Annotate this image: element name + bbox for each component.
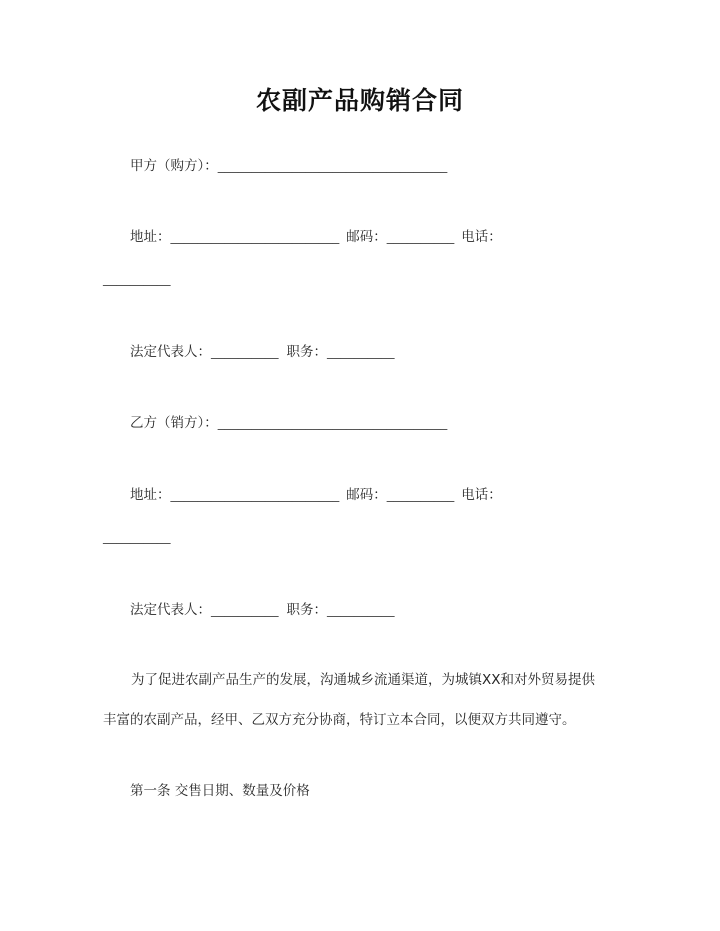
buyer-address-label: 地址： [130, 229, 171, 245]
buyer-party-label: 甲方（购方）： [130, 158, 218, 174]
article-1-heading: 第一条 交售日期、数量及价格 [130, 783, 310, 799]
buyer-phone-label: 电话： [461, 229, 502, 245]
seller-address-fill[interactable]: _________________________ [170, 487, 340, 503]
seller-position-label: 职务： [286, 602, 327, 618]
buyer-legal-rep-fill[interactable]: __________ [211, 344, 279, 360]
seller-legal-rep-fill[interactable]: __________ [211, 602, 279, 618]
buyer-address-fill[interactable]: _________________________ [170, 229, 340, 245]
buyer-phone-fill[interactable]: __________ [103, 271, 171, 287]
buyer-phone-fill-row [103, 268, 171, 290]
seller-phone-fill-row [103, 526, 171, 548]
seller-legal-rep-row [130, 599, 395, 621]
seller-party-fill[interactable]: __________________________________ [217, 415, 448, 431]
page-title: 农副产品购销合同 [255, 86, 464, 115]
seller-phone-label: 电话： [461, 487, 502, 503]
buyer-party-fill[interactable]: __________________________________ [217, 158, 448, 174]
seller-position-fill[interactable]: __________ [327, 602, 395, 618]
buyer-address-row [130, 226, 502, 248]
seller-phone-fill[interactable]: __________ [103, 529, 171, 545]
seller-party-label: 乙方（销方）： [130, 415, 218, 431]
buyer-postcode-fill[interactable]: __________ [386, 229, 455, 245]
seller-party-row [130, 412, 447, 434]
preamble-line-1 [103, 660, 619, 700]
seller-postcode-fill[interactable]: __________ [386, 487, 455, 503]
buyer-legal-rep-label: 法定代表人： [130, 344, 211, 360]
seller-address-row [130, 484, 502, 506]
buyer-legal-rep-row [130, 341, 395, 363]
buyer-position-fill[interactable]: __________ [327, 344, 395, 360]
preamble-line-1-text: 为了促进农副产品生产的发展，沟通城乡流通渠道，为城镇XX和对外贸易提供 [131, 672, 595, 688]
buyer-postcode-label: 邮码： [346, 229, 387, 245]
seller-address-label: 地址： [130, 487, 171, 503]
seller-postcode-label: 邮码： [346, 487, 387, 503]
preamble-paragraph [103, 660, 619, 740]
buyer-position-label: 职务： [286, 344, 327, 360]
seller-legal-rep-label: 法定代表人： [130, 602, 211, 618]
preamble-line-2: 丰富的农副产品，经甲、乙双方充分协商，特订立本合同，以便双方共同遵守。 [103, 712, 576, 728]
buyer-party-row [130, 155, 447, 177]
